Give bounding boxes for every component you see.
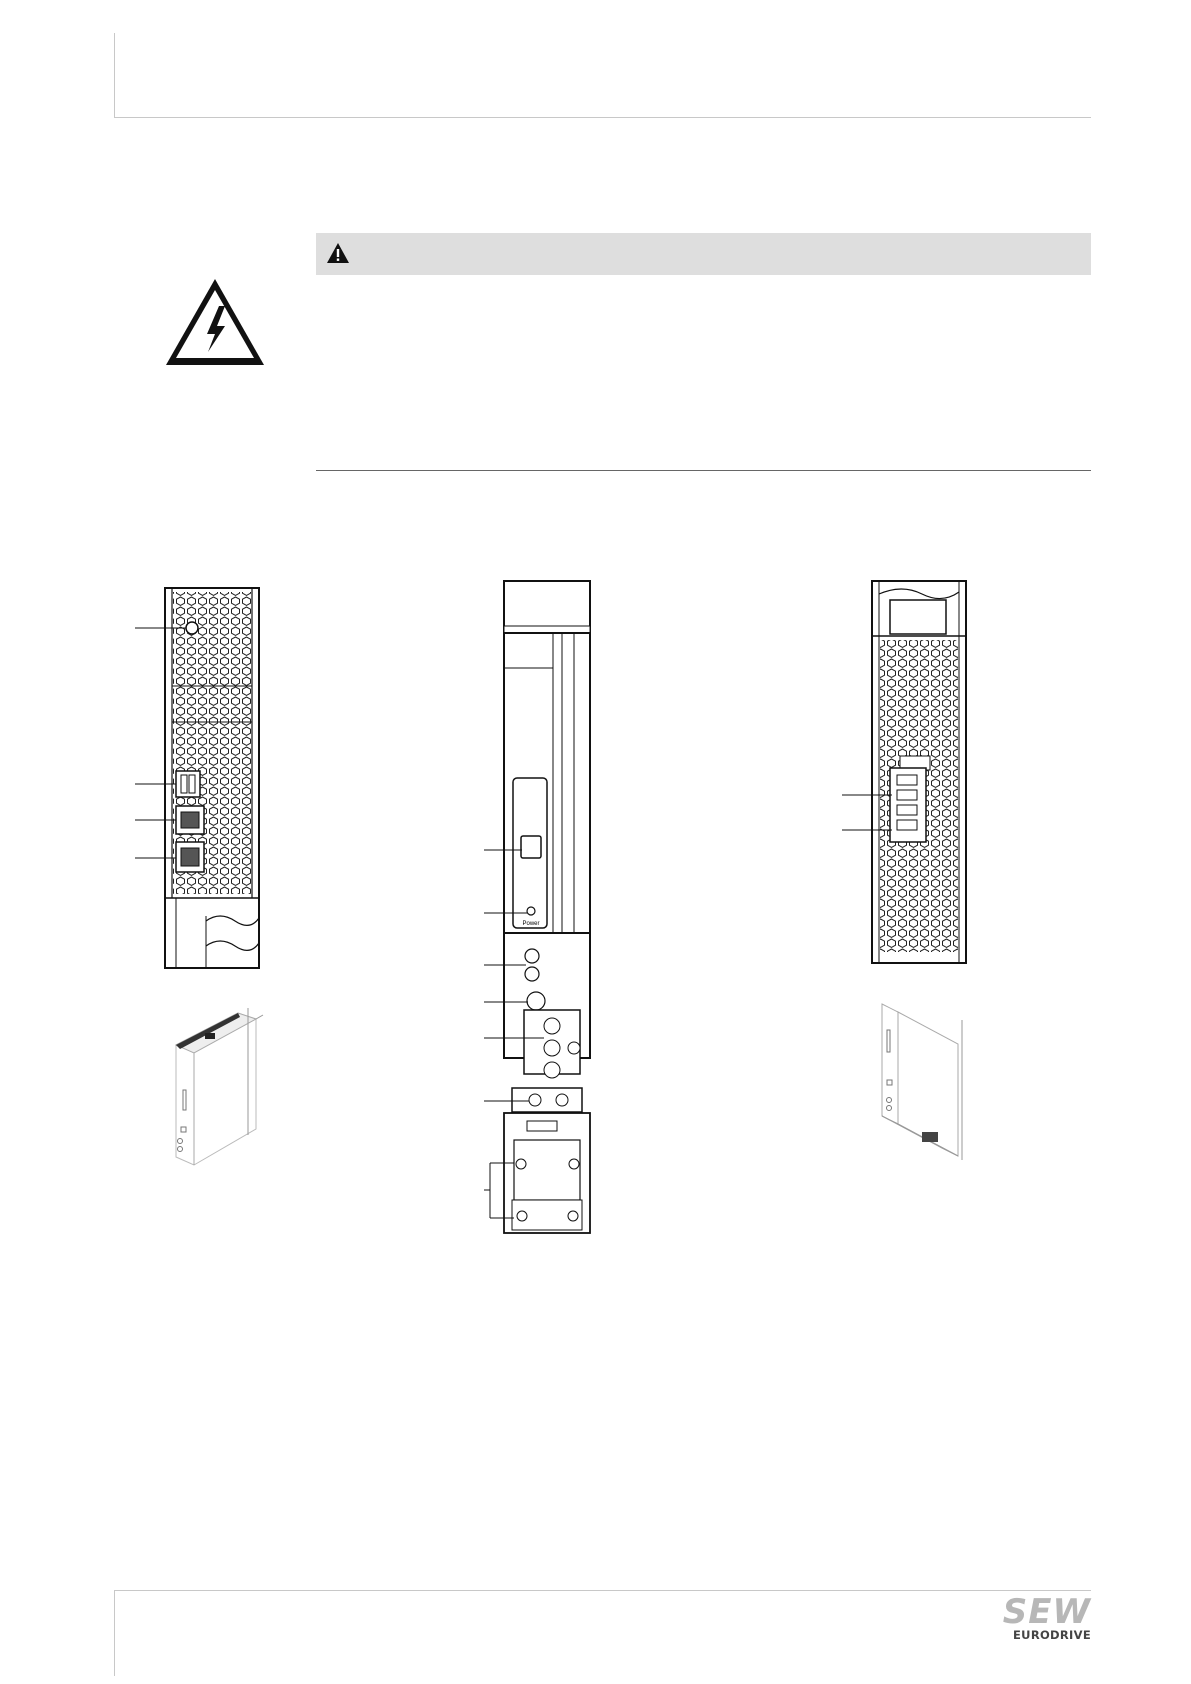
logo-text: SEW [1002, 1592, 1091, 1632]
footer-top-rule [114, 1590, 1091, 1591]
figure-module-bottom-view [842, 578, 982, 968]
footer-left-rule [114, 1590, 115, 1676]
power-led-label: Power [522, 921, 540, 927]
sew-eurodrive-logo [999, 1594, 1091, 1650]
warning-header-bar [316, 233, 1091, 275]
figure-module-top-view [120, 586, 270, 974]
figure-module-front-view [484, 578, 604, 1238]
logo-subtext: EURODRIVE [1013, 1628, 1091, 1642]
figure-module-iso-left [168, 1005, 268, 1170]
figure-module-iso-right [870, 1000, 970, 1165]
header-bottom-rule [114, 117, 1091, 118]
warning-triangle-icon [326, 242, 350, 264]
electrical-hazard-icon [163, 276, 267, 368]
header-left-rule [114, 33, 115, 118]
warning-divider [316, 470, 1091, 471]
